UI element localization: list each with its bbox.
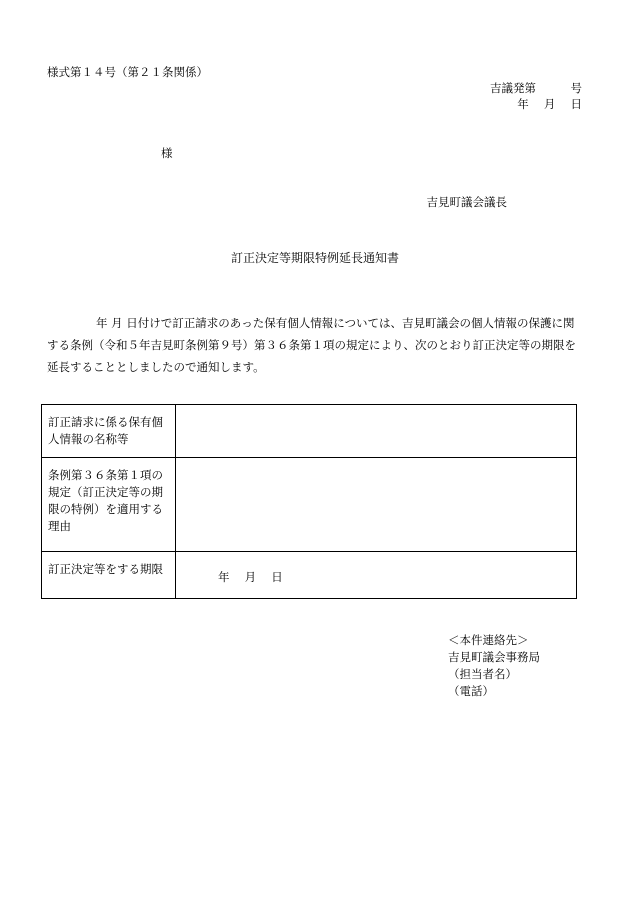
form-number: 様式第１４号（第２１条関係）	[47, 65, 208, 79]
info-table	[41, 404, 577, 599]
table-value-deadline-cell	[176, 552, 577, 599]
table-label-deadline: 訂正決定等をする期限	[42, 552, 176, 599]
table-label-info-name: 訂正請求に係る保有個人情報の名称等	[42, 405, 176, 458]
table-value-deadline: 年 月 日	[218, 570, 283, 584]
document-number: 吉議発第 号	[490, 81, 582, 95]
table-row	[42, 405, 577, 458]
document-date: 年 月 日	[517, 97, 582, 111]
recipient: 様	[161, 146, 173, 160]
contact-phone: （電話）	[448, 684, 494, 698]
table-row	[42, 458, 577, 552]
body-text: 年 月 日付けで訂正請求のあった保有個人情報については、吉見町議会の個人情報の保護に関する条例（令和５年吉見町条例第９号）第３６条第１項の規定により、次のとおり訂正決定等の期限を延長することとしましたので通知します。	[47, 316, 576, 374]
table-row	[42, 552, 577, 599]
document-title: 訂正決定等期限特例延長通知書	[230, 251, 399, 265]
contact-heading: ＜本件連絡先＞	[448, 633, 529, 647]
table-label-reason: 条例第３６条第１項の規定（訂正決定等の期限の特例）を適用する理由	[42, 458, 176, 552]
contact-block	[448, 632, 540, 700]
contact-person: （担当者名）	[448, 667, 517, 681]
table-value-info-name	[176, 405, 577, 458]
contact-office: 吉見町議会事務局	[448, 650, 540, 664]
table-value-reason	[176, 458, 577, 552]
sender: 吉見町議会議長	[426, 195, 507, 209]
